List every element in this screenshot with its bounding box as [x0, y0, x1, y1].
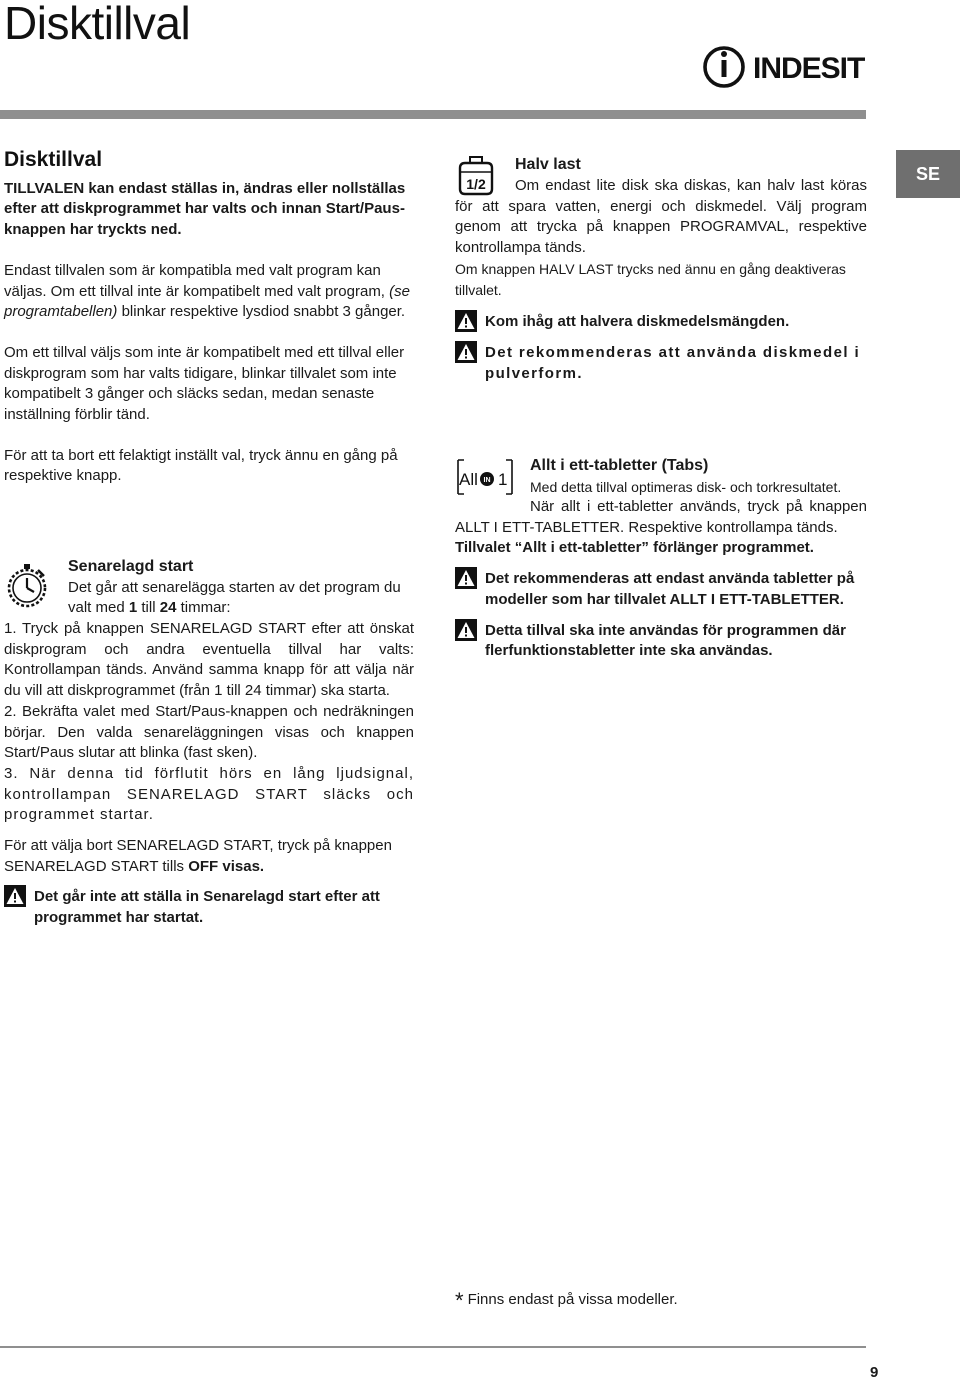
all-in-one-line1: Med detta tillval optimeras disk- och torkresultatet.: [530, 478, 842, 495]
half-load-text: Om endast lite disk ska diskas, kan halv last köras för att spara vatten, energi och diskmedel. Välj program genom att trycka på knappen PROGRAMVAL, respektive kontrollampa tänds.: [455, 177, 867, 257]
all-in-one-body: [455, 497, 867, 662]
all-in-one-text: När allt i ett-tabletter används, tryck på knappen ALLT I ETT-TABLETTER. Respektive kontrollampa tänds.: [455, 498, 867, 536]
footer-rule: [0, 1346, 866, 1348]
all-in-one-bold-note: Tillvalet “Allt i ett-tabletter” förlänger programmet.: [455, 539, 814, 557]
half-load-body: [455, 176, 867, 384]
cancel-delayed-start: För att välja bort SENARELAGD START, tryck på knappen SENARELAGD START tills OFF visas.: [4, 837, 392, 875]
warning-icon: [455, 567, 477, 589]
delayed-start-line1: Det går att senarelägga starten av det program du: [68, 578, 401, 596]
program-table-ref: (se programtabellen): [4, 282, 410, 321]
section-heading: Disktillval: [4, 148, 103, 171]
incompat-paragraph: Om ett tillval väljs som inte är kompatibelt med ett tillval eller diskprogram som har valts tidigare, blinkar tillvalet som inte kompatibelt 3 gånger och släcks sedan, medan senaste inställning förblir tänd.: [4, 343, 405, 424]
warning-icon: [455, 310, 477, 332]
step-1: 1. Tryck på knappen SENARELAGD START efter att önskat diskprogram och andra eventuella tillval har valts: Kontrollampan tänds. Använd samma knapp för att välja när du vill att diskprogrammet (från 1 till 24 timmar) ska starta.: [4, 620, 414, 700]
half-load-note: Om knappen HALV LAST trycks ned ännu en gång deaktiveras tillvalet.: [455, 260, 846, 298]
footnote-star: *: [455, 1288, 464, 1313]
half-load-warning-1: Kom ihåg att halvera diskmedelsmängden.: [455, 312, 867, 333]
indesit-logo: [703, 42, 868, 92]
remove-paragraph: För att ta bort ett felaktigt inställt val, tryck ännu en gång på respektive knapp.: [4, 446, 398, 485]
footnote-text: Finns endast på vissa modeller.: [467, 1291, 678, 1308]
all-in-one-title: Allt i ett-tabletter (Tabs): [530, 457, 709, 474]
warning-icon: [4, 885, 26, 907]
all-in-one-warning-2: Detta tillval ska inte användas för programmen där flerfunktionstabletter inte ska användas.: [455, 621, 867, 662]
warning-icon: [455, 341, 477, 363]
half-load-icon-label: 1/2: [466, 176, 486, 192]
all-in-one-header: [530, 456, 867, 497]
delayed-start-warning: Det går inte att ställa in Senarelagd start efter att programmet har startat.: [4, 887, 414, 928]
all-label: All: [459, 470, 478, 489]
all-in-one-warning-1: Det rekommenderas att endast använda tabletter på modeller som har tillvalet ALLT I ETT-TABLETTER.: [455, 569, 867, 610]
half-load-warning-2: Det rekommenderas att använda diskmedel i pulverform.: [455, 343, 867, 384]
delayed-start-title: Senarelagd start: [68, 558, 194, 575]
half-load-header: [515, 155, 867, 176]
intro-text: TILLVALEN kan endast ställas in, ändras eller nollställas efter att diskprogrammet har valts och innan Start/Paus-knappen har tryckts ned.: [4, 179, 406, 239]
footnote: [455, 1288, 678, 1314]
in-label: IN: [483, 477, 491, 484]
stopwatch-icon: [4, 563, 50, 609]
compat-paragraph: Endast tillvalen som är kompatibla med valt program kan väljas. Om ett tillval inte är kompatibelt med valt program, (se programtabellen) blinkar respektive lysdiod snabbt 3 gånger.: [4, 261, 410, 321]
delayed-start-header: [68, 557, 414, 619]
page-number: 9: [870, 1364, 879, 1381]
half-load-title: Halv last: [515, 156, 581, 173]
header-rule: [0, 110, 866, 119]
delayed-start-steps: [4, 619, 414, 929]
language-badge: SE: [896, 150, 960, 198]
step-2: 2. Bekräfta valet med Start/Paus-knappen och nedräkningen börjar. Den valda senareläggningen visas och knappen Start/Paus slutar att blinka (fast sken).: [4, 702, 414, 762]
left-column: [4, 150, 414, 487]
one-label: 1: [498, 470, 508, 489]
brand-name: INDESIT: [753, 52, 865, 85]
step-3: 3. När denna tid förflutit hörs en lång ljudsignal, kontrollampan SENARELAGD START släcks och programmet startar.: [4, 764, 414, 824]
warning-icon: [455, 619, 477, 641]
delayed-start-line2: valt med 1 till 24 timmar:: [68, 599, 231, 617]
page-title: Disktillval: [4, 0, 191, 49]
all-in-one-icon: [455, 457, 515, 497]
